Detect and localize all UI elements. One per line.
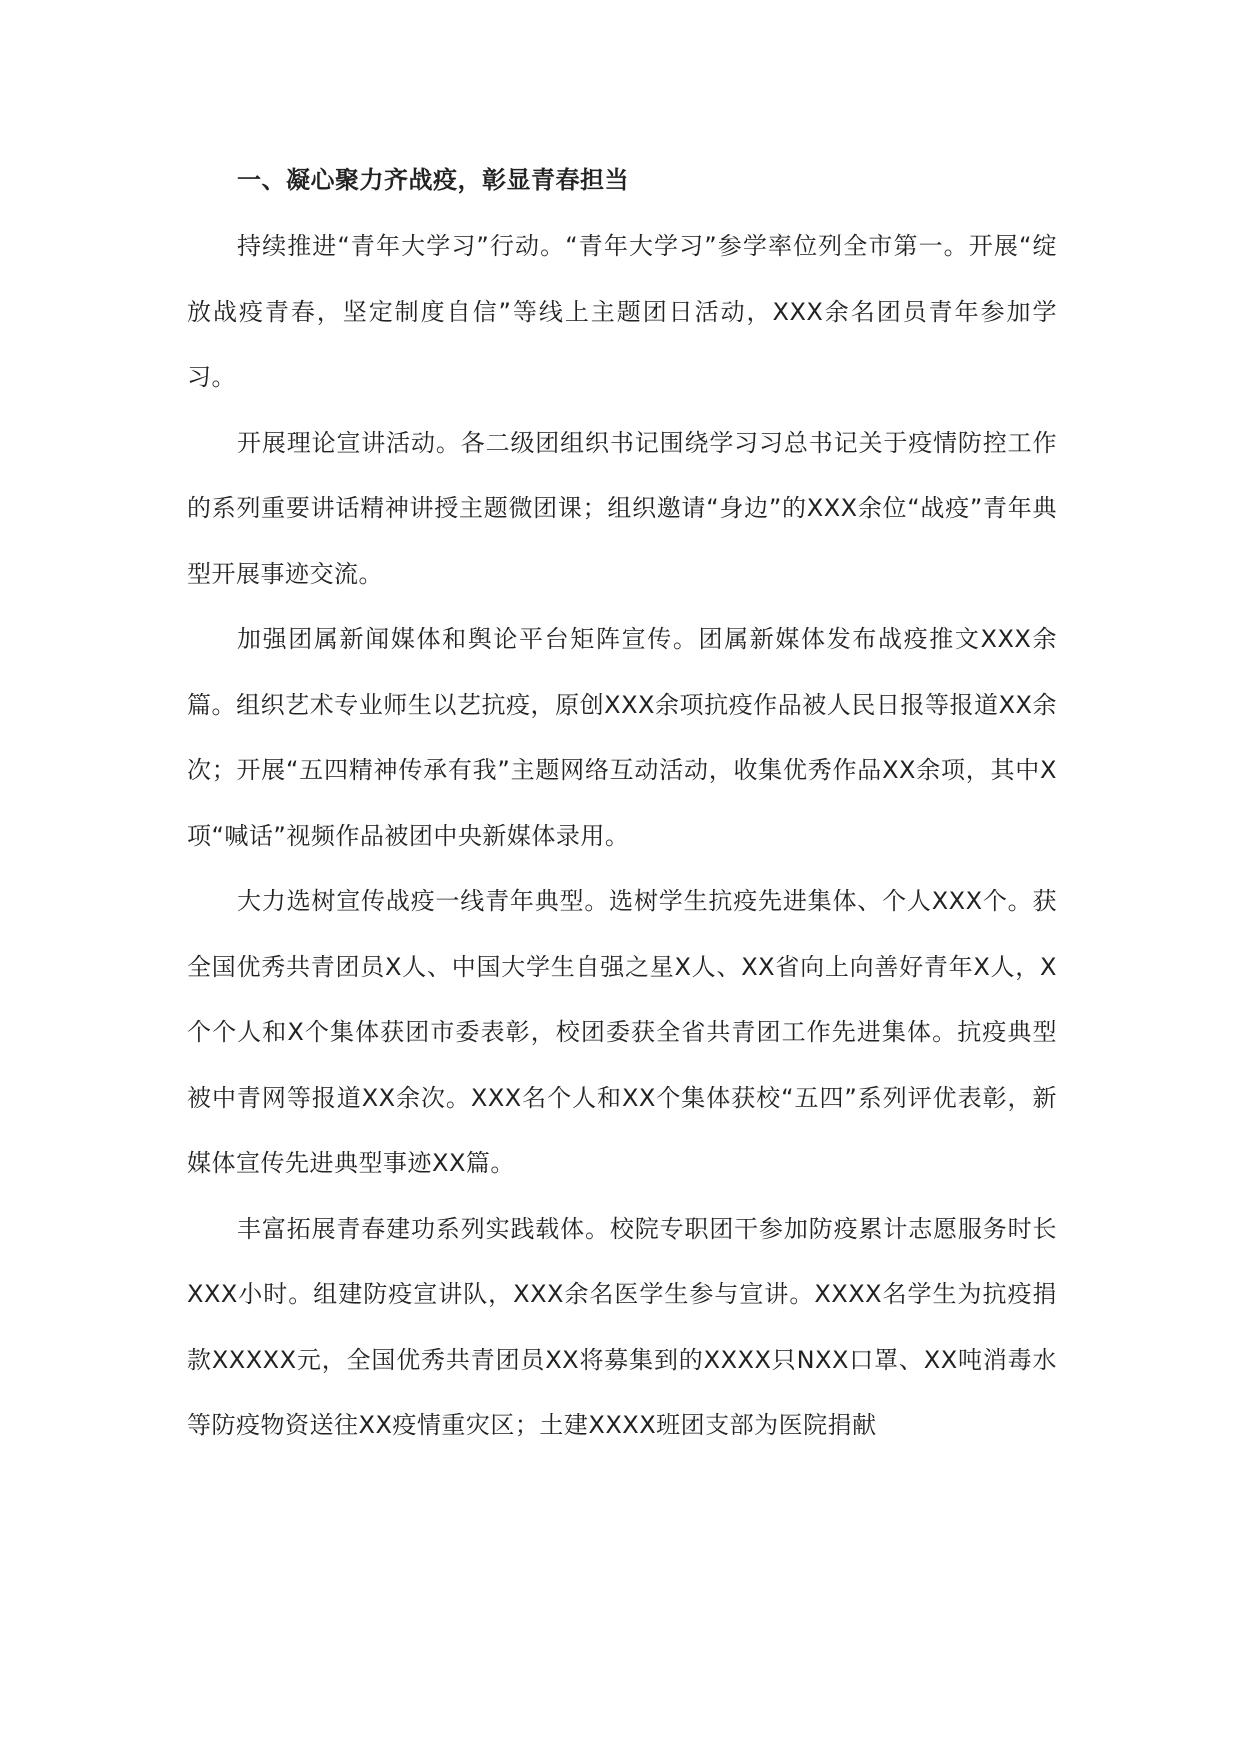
paragraph-youth-study: 持续推进“青年大学习”行动。“青年大学习”参学率位列全市第一。开展“绽放战疫青春，坚定制度自信”等线上主题团日活动，XXX余名团员青年参加学习。: [187, 232, 1057, 391]
paragraph-media-publicity: 加强团属新闻媒体和舆论平台矩阵宣传。团属新媒体发布战疫推文XXX余篇。组织艺术专业师生以艺抗疫，原创XXX余项抗疫作品被人民日报等报道XX余次；开展“五四精神传承有我”主题网络互动活动，收集优秀作品XX余项，其中X项“喊话”视频作品被团中央新媒体录用。: [187, 625, 1057, 850]
paragraph-youth-models: 大力选树宣传战疫一线青年典型。选树学生抗疫先进集体、个人XXX个。获全国优秀共青团员X人、中国大学生自强之星X人、XX省向上向善好青年X人，X个个人和X个集体获团市委表彰，校团委获全省共青团工作先进集体。抗疫典型被中青网等报道XX余次。XXX名个人和XX个集体获校“五四”系列评优表彰，新媒体宣传先进典型事迹XX篇。: [187, 887, 1057, 1177]
paragraph-practice-activities: 丰富拓展青春建功系列实践载体。校院专职团干参加防疫累计志愿服务时长XXX小时。组建防疫宣讲队，XXX余名医学生参与宣讲。XXXX名学生为抗疫捐款XXXXX元，全国优秀共青团员XX将募集到的XXXX只NXX口罩、XX吨消毒水等防疫物资送往XX疫情重灾区；土建XXXX班团支部为医院捐献: [187, 1214, 1057, 1439]
paragraph-theory-lectures: 开展理论宣讲活动。各二级团组织书记围绕学习习总书记关于疫情防控工作的系列重要讲话精神讲授主题微团课；组织邀请“身边”的XXX余位“战疫”青年典型开展事迹交流。: [187, 428, 1057, 588]
section-heading: 一、凝心聚力齐战疫，彰显青春担当: [237, 166, 629, 194]
document-body: [187, 150, 1057, 1459]
